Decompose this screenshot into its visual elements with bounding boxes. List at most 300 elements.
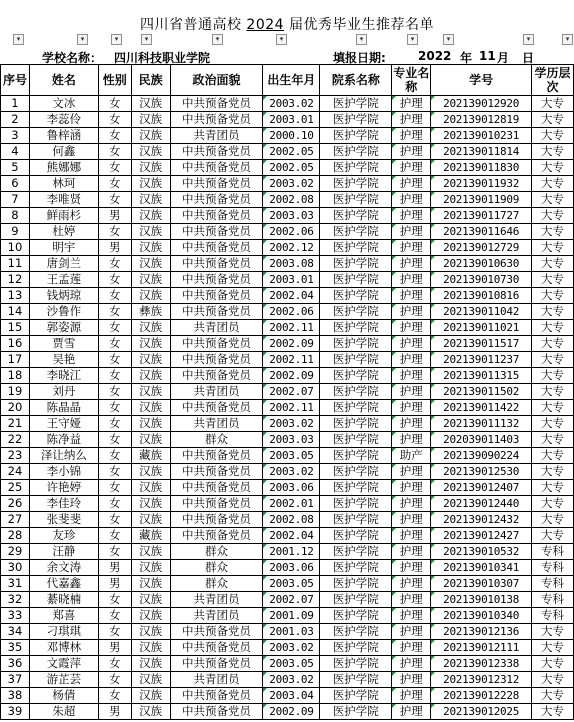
table-cell[interactable]: 大专 <box>532 480 574 496</box>
table-cell[interactable]: 中共预备党员 <box>170 192 263 208</box>
table-cell[interactable]: 余文涛 <box>29 560 98 576</box>
table-cell[interactable]: 202139011502 <box>431 384 532 400</box>
table-cell[interactable]: 李唯贤 <box>29 192 98 208</box>
table-cell[interactable]: 女 <box>98 144 131 160</box>
table-cell[interactable]: 大专 <box>532 240 574 256</box>
table-cell[interactable]: 202139011237 <box>431 352 532 368</box>
table-cell[interactable]: 202139012025 <box>431 704 532 720</box>
table-cell[interactable]: 汉族 <box>131 192 170 208</box>
table-cell[interactable]: 13 <box>1 288 30 304</box>
table-cell[interactable]: 男 <box>98 576 131 592</box>
table-cell[interactable]: 中共预备党员 <box>170 240 263 256</box>
table-cell[interactable]: 文冰 <box>29 96 98 112</box>
table-cell[interactable]: 汉族 <box>131 416 170 432</box>
table-cell[interactable]: 郭姿源 <box>29 320 98 336</box>
table-cell[interactable]: 2 <box>1 112 30 128</box>
table-cell[interactable]: 汉族 <box>131 352 170 368</box>
table-cell[interactable]: 2002.11 <box>263 352 320 368</box>
table-cell[interactable]: 杨倩 <box>29 688 98 704</box>
table-cell[interactable]: 医护学院 <box>320 544 392 560</box>
table-cell[interactable]: 17 <box>1 352 30 368</box>
table-cell[interactable]: 202139010231 <box>431 128 532 144</box>
table-cell[interactable]: 中共预备党员 <box>170 528 263 544</box>
table-cell[interactable]: 26 <box>1 496 30 512</box>
table-cell[interactable]: 汉族 <box>131 208 170 224</box>
table-cell[interactable]: 中共预备党员 <box>170 112 263 128</box>
table-cell[interactable]: 202139011132 <box>431 416 532 432</box>
table-cell[interactable]: 大专 <box>532 304 574 320</box>
table-cell[interactable]: 医护学院 <box>320 144 392 160</box>
filter-dropdown-icon[interactable]: ▾ <box>111 34 122 45</box>
table-cell[interactable]: 医护学院 <box>320 608 392 624</box>
table-cell[interactable]: 泽让纳么 <box>29 448 98 464</box>
table-cell[interactable]: 陈净益 <box>29 432 98 448</box>
table-cell[interactable]: 张斐斐 <box>29 512 98 528</box>
table-cell[interactable]: 大专 <box>532 672 574 688</box>
table-cell[interactable]: 28 <box>1 528 30 544</box>
table-cell[interactable]: 汉族 <box>131 368 170 384</box>
table-cell[interactable]: 医护学院 <box>320 176 392 192</box>
filter-dropdown-icon[interactable]: ▾ <box>77 34 88 45</box>
table-cell[interactable]: 唐剑兰 <box>29 256 98 272</box>
table-cell[interactable]: 护理 <box>392 416 431 432</box>
table-cell[interactable]: 汉族 <box>131 464 170 480</box>
header-cell[interactable]: 出生年月 <box>263 65 320 96</box>
table-cell[interactable]: 15 <box>1 320 30 336</box>
table-cell[interactable]: 2002.09 <box>263 368 320 384</box>
header-cell[interactable]: 专业名称 <box>393 66 430 94</box>
table-cell[interactable]: 202139010816 <box>431 288 532 304</box>
table-cell[interactable]: 汉族 <box>131 160 170 176</box>
table-cell[interactable]: 汪静 <box>29 544 98 560</box>
table-cell[interactable]: 202139010630 <box>431 256 532 272</box>
table-cell[interactable]: 护理 <box>392 240 431 256</box>
table-cell[interactable]: 女 <box>98 272 131 288</box>
table-cell[interactable]: 医护学院 <box>320 576 392 592</box>
table-cell[interactable]: 大专 <box>532 192 574 208</box>
table-cell[interactable]: 2001.09 <box>263 608 320 624</box>
table-cell[interactable]: 医护学院 <box>320 352 392 368</box>
table-cell[interactable]: 专科 <box>532 592 574 608</box>
table-cell[interactable]: 群众 <box>170 432 263 448</box>
table-cell[interactable]: 汉族 <box>131 144 170 160</box>
table-cell[interactable]: 2003.02 <box>263 672 320 688</box>
table-cell[interactable]: 202139011830 <box>431 160 532 176</box>
table-cell[interactable]: 医护学院 <box>320 672 392 688</box>
table-cell[interactable]: 202139011646 <box>431 224 532 240</box>
table-cell[interactable]: 藏族 <box>131 448 170 464</box>
table-cell[interactable]: 护理 <box>392 192 431 208</box>
table-cell[interactable]: 王守娅 <box>29 416 98 432</box>
table-cell[interactable]: 女 <box>98 624 131 640</box>
table-cell[interactable]: 明宇 <box>29 240 98 256</box>
table-cell[interactable]: 202139012427 <box>431 528 532 544</box>
table-cell[interactable]: 9 <box>1 224 30 240</box>
table-cell[interactable]: 鲜雨杉 <box>29 208 98 224</box>
table-cell[interactable]: 男 <box>98 240 131 256</box>
table-cell[interactable]: 2002.07 <box>263 384 320 400</box>
table-cell[interactable]: 大专 <box>532 352 574 368</box>
table-cell[interactable]: 女 <box>98 336 131 352</box>
table-cell[interactable]: 汉族 <box>131 704 170 720</box>
table-cell[interactable]: 大专 <box>532 704 574 720</box>
table-cell[interactable]: 男 <box>98 208 131 224</box>
table-cell[interactable]: 10 <box>1 240 30 256</box>
table-cell[interactable]: 24 <box>1 464 30 480</box>
table-cell[interactable]: 202139010138 <box>431 592 532 608</box>
table-cell[interactable]: 护理 <box>392 368 431 384</box>
table-cell[interactable]: 2003.01 <box>263 112 320 128</box>
table-cell[interactable]: 2002.05 <box>263 160 320 176</box>
header-cell[interactable]: 序号 <box>1 65 30 96</box>
table-cell[interactable]: 2002.11 <box>263 320 320 336</box>
table-cell[interactable]: 2003.05 <box>263 576 320 592</box>
table-cell[interactable]: 护理 <box>392 608 431 624</box>
table-cell[interactable]: 钱炳琼 <box>29 288 98 304</box>
table-cell[interactable]: 大专 <box>532 256 574 272</box>
table-cell[interactable]: 护理 <box>392 576 431 592</box>
table-cell[interactable]: 2002.12 <box>263 240 320 256</box>
table-cell[interactable]: 吴艳 <box>29 352 98 368</box>
table-cell[interactable]: 11 <box>1 256 30 272</box>
table-cell[interactable]: 共青团员 <box>170 592 263 608</box>
table-cell[interactable]: 202039011403 <box>431 432 532 448</box>
table-cell[interactable]: 中共预备党员 <box>170 624 263 640</box>
table-cell[interactable]: 2002.07 <box>263 592 320 608</box>
table-cell[interactable]: 中共预备党员 <box>170 336 263 352</box>
table-cell[interactable]: 共青团员 <box>170 320 263 336</box>
table-cell[interactable]: 汉族 <box>131 224 170 240</box>
table-cell[interactable]: 医护学院 <box>320 240 392 256</box>
table-cell[interactable]: 大专 <box>532 688 574 704</box>
header-cell[interactable]: 民族 <box>131 65 170 96</box>
table-cell[interactable]: 202139012111 <box>431 640 532 656</box>
table-cell[interactable]: 助产 <box>392 448 431 464</box>
table-cell[interactable]: 女 <box>98 656 131 672</box>
table-cell[interactable]: 中共预备党员 <box>170 704 263 720</box>
table-cell[interactable]: 2002.11 <box>263 400 320 416</box>
table-cell[interactable]: 医护学院 <box>320 400 392 416</box>
table-cell[interactable]: 专科 <box>532 608 574 624</box>
table-cell[interactable]: 汉族 <box>131 592 170 608</box>
table-cell[interactable]: 202139010307 <box>431 576 532 592</box>
table-cell[interactable]: 群众 <box>170 576 263 592</box>
table-cell[interactable]: 2003.02 <box>263 96 320 112</box>
table-cell[interactable]: 共青团员 <box>170 672 263 688</box>
table-cell[interactable]: 护理 <box>392 160 431 176</box>
table-cell[interactable]: 汉族 <box>131 320 170 336</box>
table-cell[interactable]: 医护学院 <box>320 560 392 576</box>
table-cell[interactable]: 女 <box>98 544 131 560</box>
table-cell[interactable]: 朱超 <box>29 704 98 720</box>
table-cell[interactable]: 女 <box>98 400 131 416</box>
table-cell[interactable]: 专科 <box>532 560 574 576</box>
table-cell[interactable]: 16 <box>1 336 30 352</box>
table-cell[interactable]: 医护学院 <box>320 288 392 304</box>
table-cell[interactable]: 中共预备党员 <box>170 256 263 272</box>
table-cell[interactable]: 护理 <box>392 384 431 400</box>
table-cell[interactable]: 2003.03 <box>263 432 320 448</box>
table-cell[interactable]: 29 <box>1 544 30 560</box>
table-cell[interactable]: 共青团员 <box>170 384 263 400</box>
table-cell[interactable]: 医护学院 <box>320 256 392 272</box>
table-cell[interactable]: 大专 <box>532 288 574 304</box>
table-cell[interactable]: 男 <box>98 560 131 576</box>
table-cell[interactable]: 护理 <box>392 688 431 704</box>
table-cell[interactable]: 202139012530 <box>431 464 532 480</box>
table-cell[interactable]: 藏族 <box>131 528 170 544</box>
table-cell[interactable]: 护理 <box>392 496 431 512</box>
filter-dropdown-icon[interactable]: ▾ <box>562 34 573 45</box>
table-cell[interactable]: 汉族 <box>131 560 170 576</box>
table-cell[interactable]: 大专 <box>532 128 574 144</box>
table-cell[interactable]: 女 <box>98 688 131 704</box>
table-cell[interactable]: 中共预备党员 <box>170 688 263 704</box>
table-cell[interactable]: 2002.09 <box>263 336 320 352</box>
table-cell[interactable]: 邓博林 <box>29 640 98 656</box>
table-cell[interactable]: 医护学院 <box>320 368 392 384</box>
table-cell[interactable]: 沙鲁作 <box>29 304 98 320</box>
table-cell[interactable]: 女 <box>98 432 131 448</box>
table-cell[interactable]: 202139011909 <box>431 192 532 208</box>
table-cell[interactable]: 医护学院 <box>320 336 392 352</box>
table-cell[interactable]: 女 <box>98 288 131 304</box>
table-cell[interactable]: 汉族 <box>131 432 170 448</box>
table-cell[interactable]: 医护学院 <box>320 320 392 336</box>
table-cell[interactable]: 大专 <box>532 656 574 672</box>
table-cell[interactable]: 女 <box>98 496 131 512</box>
table-cell[interactable]: 汉族 <box>131 656 170 672</box>
table-cell[interactable]: 2002.06 <box>263 224 320 240</box>
table-cell[interactable]: 202139012729 <box>431 240 532 256</box>
table-cell[interactable]: 医护学院 <box>320 480 392 496</box>
table-cell[interactable]: 医护学院 <box>320 528 392 544</box>
table-cell[interactable]: 202139010730 <box>431 272 532 288</box>
table-cell[interactable]: 大专 <box>532 160 574 176</box>
table-cell[interactable]: 大专 <box>532 336 574 352</box>
table-cell[interactable]: 李晓江 <box>29 368 98 384</box>
table-cell[interactable]: 2002.04 <box>263 288 320 304</box>
table-cell[interactable]: 2003.02 <box>263 464 320 480</box>
table-cell[interactable]: 男 <box>98 640 131 656</box>
table-cell[interactable]: 2002.08 <box>263 512 320 528</box>
table-cell[interactable]: 中共预备党员 <box>170 272 263 288</box>
table-cell[interactable]: 护理 <box>392 656 431 672</box>
table-cell[interactable]: 刘丹 <box>29 384 98 400</box>
table-cell[interactable]: 医护学院 <box>320 512 392 528</box>
table-cell[interactable]: 37 <box>1 672 30 688</box>
table-cell[interactable]: 护理 <box>392 672 431 688</box>
table-cell[interactable]: 群众 <box>170 544 263 560</box>
table-cell[interactable]: 护理 <box>392 704 431 720</box>
table-cell[interactable]: 女 <box>98 480 131 496</box>
table-cell[interactable]: 中共预备党员 <box>170 496 263 512</box>
table-cell[interactable]: 共青团员 <box>170 608 263 624</box>
table-cell[interactable]: 医护学院 <box>320 704 392 720</box>
table-cell[interactable]: 专科 <box>532 544 574 560</box>
table-cell[interactable]: 20 <box>1 400 30 416</box>
filter-dropdown-icon[interactable]: ▾ <box>356 34 367 45</box>
table-cell[interactable]: 医护学院 <box>320 384 392 400</box>
table-cell[interactable]: 2002.04 <box>263 528 320 544</box>
table-cell[interactable]: 文霞萍 <box>29 656 98 672</box>
table-cell[interactable]: 女 <box>98 384 131 400</box>
table-cell[interactable]: 202139011727 <box>431 208 532 224</box>
table-cell[interactable]: 汉族 <box>131 608 170 624</box>
table-cell[interactable]: 护理 <box>392 544 431 560</box>
table-cell[interactable]: 23 <box>1 448 30 464</box>
table-cell[interactable]: 熊娜娜 <box>29 160 98 176</box>
table-cell[interactable]: 大专 <box>532 176 574 192</box>
table-cell[interactable]: 大专 <box>532 640 574 656</box>
table-cell[interactable]: 202139011021 <box>431 320 532 336</box>
table-cell[interactable]: 202139011932 <box>431 176 532 192</box>
header-cell[interactable]: 院系名称 <box>320 65 392 96</box>
table-cell[interactable]: 202139012338 <box>431 656 532 672</box>
table-cell[interactable]: 21 <box>1 416 30 432</box>
table-cell[interactable]: 汉族 <box>131 240 170 256</box>
table-cell[interactable]: 女 <box>98 592 131 608</box>
table-cell[interactable]: 护理 <box>392 640 431 656</box>
table-cell[interactable]: 中共预备党员 <box>170 96 263 112</box>
table-cell[interactable]: 女 <box>98 112 131 128</box>
table-cell[interactable]: 女 <box>98 448 131 464</box>
table-cell[interactable]: 202139010341 <box>431 560 532 576</box>
table-cell[interactable]: 中共预备党员 <box>170 368 263 384</box>
table-cell[interactable]: 女 <box>98 352 131 368</box>
table-cell[interactable]: 中共预备党员 <box>170 160 263 176</box>
table-cell[interactable]: 202139090224 <box>431 448 532 464</box>
table-cell[interactable]: 护理 <box>392 128 431 144</box>
table-cell[interactable]: 医护学院 <box>320 448 392 464</box>
table-cell[interactable]: 护理 <box>392 592 431 608</box>
table-cell[interactable]: 中共预备党员 <box>170 304 263 320</box>
table-cell[interactable]: 王孟莲 <box>29 272 98 288</box>
table-cell[interactable]: 202139011517 <box>431 336 532 352</box>
table-cell[interactable]: 护理 <box>392 256 431 272</box>
table-cell[interactable]: 中共预备党员 <box>170 512 263 528</box>
table-cell[interactable]: 汉族 <box>131 496 170 512</box>
table-cell[interactable]: 女 <box>98 368 131 384</box>
table-cell[interactable]: 2003.02 <box>263 640 320 656</box>
table-cell[interactable]: 2001.12 <box>263 544 320 560</box>
table-cell[interactable]: 39 <box>1 704 30 720</box>
table-cell[interactable]: 护理 <box>392 112 431 128</box>
table-cell[interactable]: 中共预备党员 <box>170 656 263 672</box>
table-cell[interactable]: 汉族 <box>131 576 170 592</box>
table-cell[interactable]: 女 <box>98 528 131 544</box>
table-cell[interactable]: 汉族 <box>131 272 170 288</box>
filter-dropdown-icon[interactable]: ▾ <box>407 34 418 45</box>
table-cell[interactable]: 护理 <box>392 320 431 336</box>
table-cell[interactable]: 6 <box>1 176 30 192</box>
table-cell[interactable]: 2002.09 <box>263 704 320 720</box>
table-cell[interactable]: 游芷芸 <box>29 672 98 688</box>
table-cell[interactable]: 中共预备党员 <box>170 224 263 240</box>
table-cell[interactable]: 大专 <box>532 368 574 384</box>
table-cell[interactable]: 2003.05 <box>263 448 320 464</box>
table-cell[interactable]: 护理 <box>392 352 431 368</box>
table-cell[interactable]: 202139012440 <box>431 496 532 512</box>
table-cell[interactable]: 医护学院 <box>320 592 392 608</box>
table-cell[interactable]: 汉族 <box>131 640 170 656</box>
table-cell[interactable]: 7 <box>1 192 30 208</box>
table-cell[interactable]: 彝族 <box>131 304 170 320</box>
table-cell[interactable]: 医护学院 <box>320 496 392 512</box>
table-cell[interactable]: 19 <box>1 384 30 400</box>
table-cell[interactable]: 汉族 <box>131 672 170 688</box>
table-cell[interactable]: 医护学院 <box>320 224 392 240</box>
filter-dropdown-icon[interactable]: ▾ <box>523 34 534 45</box>
table-cell[interactable]: 共青团员 <box>170 416 263 432</box>
table-cell[interactable]: 3 <box>1 128 30 144</box>
table-cell[interactable]: 2002.06 <box>263 304 320 320</box>
table-cell[interactable]: 大专 <box>532 112 574 128</box>
table-cell[interactable]: 刁琪琪 <box>29 624 98 640</box>
table-cell[interactable]: 大专 <box>532 208 574 224</box>
table-cell[interactable]: 大专 <box>532 320 574 336</box>
table-cell[interactable]: 护理 <box>392 512 431 528</box>
table-cell[interactable]: 女 <box>98 416 131 432</box>
table-cell[interactable]: 汉族 <box>131 512 170 528</box>
table-cell[interactable]: 大专 <box>532 528 574 544</box>
table-cell[interactable]: 汉族 <box>131 176 170 192</box>
table-cell[interactable]: 护理 <box>392 400 431 416</box>
table-cell[interactable]: 护理 <box>392 560 431 576</box>
table-cell[interactable]: 大专 <box>532 624 574 640</box>
table-cell[interactable]: 许艳婷 <box>29 480 98 496</box>
table-cell[interactable]: 2002.08 <box>263 192 320 208</box>
table-cell[interactable]: 医护学院 <box>320 304 392 320</box>
header-cell[interactable]: 性别 <box>98 65 131 96</box>
table-cell[interactable]: 女 <box>98 224 131 240</box>
table-cell[interactable]: 38 <box>1 688 30 704</box>
table-cell[interactable]: 202139011042 <box>431 304 532 320</box>
table-cell[interactable]: 男 <box>98 704 131 720</box>
table-cell[interactable]: 30 <box>1 560 30 576</box>
table-cell[interactable]: 护理 <box>392 224 431 240</box>
table-cell[interactable]: 医护学院 <box>320 624 392 640</box>
table-cell[interactable]: 医护学院 <box>320 208 392 224</box>
table-cell[interactable]: 2003.08 <box>263 256 320 272</box>
table-cell[interactable]: 护理 <box>392 208 431 224</box>
header-cell[interactable]: 姓名 <box>29 65 98 96</box>
table-cell[interactable]: 汉族 <box>131 688 170 704</box>
table-cell[interactable]: 202139012920 <box>431 96 532 112</box>
table-cell[interactable]: 202139012407 <box>431 480 532 496</box>
table-cell[interactable]: 贾雪 <box>29 336 98 352</box>
table-cell[interactable]: 2003.06 <box>263 480 320 496</box>
table-cell[interactable]: 36 <box>1 656 30 672</box>
table-cell[interactable]: 鲁梓涵 <box>29 128 98 144</box>
table-cell[interactable]: 女 <box>98 96 131 112</box>
table-cell[interactable]: 李小锦 <box>29 464 98 480</box>
table-cell[interactable]: 女 <box>98 128 131 144</box>
table-cell[interactable]: 医护学院 <box>320 640 392 656</box>
table-cell[interactable]: 汉族 <box>131 336 170 352</box>
header-cell[interactable]: 政治面貌 <box>170 65 263 96</box>
table-cell[interactable]: 2003.04 <box>263 688 320 704</box>
table-cell[interactable]: 2003.02 <box>263 416 320 432</box>
table-cell[interactable]: 郑喜 <box>29 608 98 624</box>
table-cell[interactable]: 2003.06 <box>263 560 320 576</box>
table-cell[interactable]: 护理 <box>392 144 431 160</box>
table-cell[interactable]: 大专 <box>532 496 574 512</box>
table-cell[interactable]: 护理 <box>392 336 431 352</box>
table-cell[interactable]: 护理 <box>392 464 431 480</box>
table-cell[interactable]: 2002.01 <box>263 496 320 512</box>
table-cell[interactable]: 汉族 <box>131 96 170 112</box>
